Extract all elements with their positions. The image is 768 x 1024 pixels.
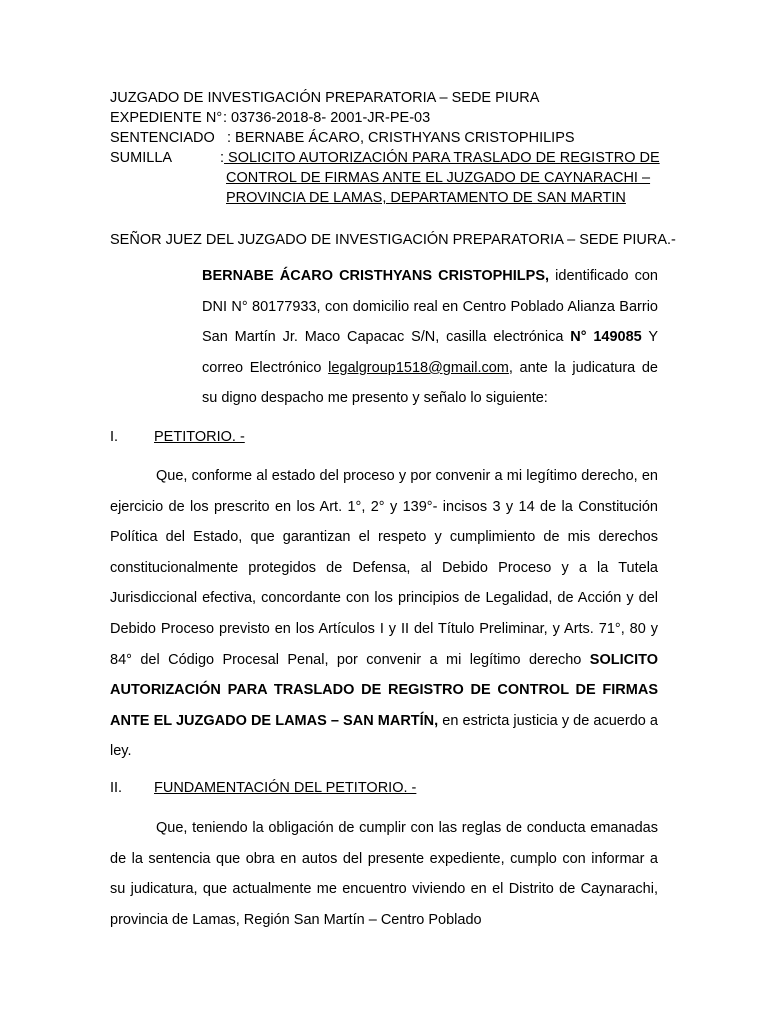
sentenciado-label: SENTENCIADO <box>110 130 215 146</box>
section1-request-bold: SOLICITO AUTORIZACIÓN PARA TRASLADO DE REGISTRO DE CONTROL DE FIRMAS ANTE EL JUZGADO DE LAMAS – SAN MARTÍN, <box>110 651 658 729</box>
sumilla-colon: : <box>220 150 225 166</box>
sumilla-text-line1: SOLICITO AUTORIZACIÓN PARA TRASLADO DE REGISTRO DE <box>224 150 660 166</box>
intro-text-1: identificado con DNI N° 80177933, con domicilio real en Centro Poblado Alianza Barrio San Martín Jr. Maco Capacac S/N, casilla electrónica <box>202 268 659 346</box>
intro-text-3: , ante la judicatura de su digno despacho me presento y señalo lo siguiente: <box>202 359 658 407</box>
expediente-line <box>110 108 430 128</box>
section1-title: PETITORIO. - <box>154 429 245 445</box>
email-link[interactable]: legalgroup1518@gmail.com <box>328 359 509 376</box>
section1-text-1: Que, conforme al estado del proceso y por convenir a mi legítimo derecho, en ejercicio de los prescrito en los Art. 1°, 2° y 139°- incisos 3 y 14 de la Constitución Política del Estado, que garantizan el respeto y cumplimiento de mis derechos constitucionalmente protegidos de Defensa, al Debido Proceso y a la Tutela Jurisdiccional efectiva, concordante con los principios de Legalidad, de Acción y del Debido Proceso previsto en los Artículos I y II del Título Preliminar, y Arts. 71°, 80 y 84° del Código Procesal Penal, por convenir a mi legítimo derecho <box>110 468 658 668</box>
section2-text-1: Que, teniendo la obligación de cumplir con las reglas de conducta emanadas de la sentencia que obra en autos del presente expediente, cumplo con informar a su judicatura, que actualmente me encuentro viviendo en el Distrito de Caynarachi, provincia de Lamas, Región San Martín – Centro Poblado <box>110 820 658 928</box>
salutation: SEÑOR JUEZ DEL JUZGADO DE INVESTIGACIÓN PREPARATORIA – SEDE PIURA.- <box>110 232 676 248</box>
court-line <box>110 88 539 108</box>
casilla-number: N° 149085 <box>570 329 642 346</box>
sumilla-line <box>110 148 660 168</box>
section1-paragraph <box>110 461 658 767</box>
sentenciado-value: : BERNABE ÁCARO, CRISTHYANS CRISTOPHILIPS <box>227 130 575 146</box>
section1-text-2: en estricta justicia y de acuerdo a ley. <box>110 712 658 760</box>
court-line-text: JUZGADO DE INVESTIGACIÓN PREPARATORIA – SEDE PIURA <box>110 90 540 106</box>
expediente-label: EXPEDIENTE N° <box>110 110 223 126</box>
sumilla-label: SUMILLA <box>110 150 173 166</box>
intro-paragraph <box>202 261 658 414</box>
sentenciado-line <box>110 128 575 148</box>
section2-title: FUNDAMENTACIÓN DEL PETITORIO. - <box>154 780 417 796</box>
section2-number: II. <box>110 780 123 796</box>
expediente-value: : 03736-2018-8- 2001-JR-PE-03 <box>223 110 431 126</box>
section1-number: I. <box>110 429 119 445</box>
sumilla-text-line2: CONTROL DE FIRMAS ANTE EL JUZGADO DE CAYNARACHI – <box>226 170 651 186</box>
applicant-name: BERNABE ÁCARO CRISTHYANS CRISTOPHILPS, <box>202 268 550 284</box>
sumilla-text-line3: PROVINCIA DE LAMAS, DEPARTAMENTO DE SAN MARTIN <box>226 190 626 206</box>
section2-paragraph <box>110 813 658 935</box>
intro-text-2: Y correo Electrónico <box>202 329 658 376</box>
